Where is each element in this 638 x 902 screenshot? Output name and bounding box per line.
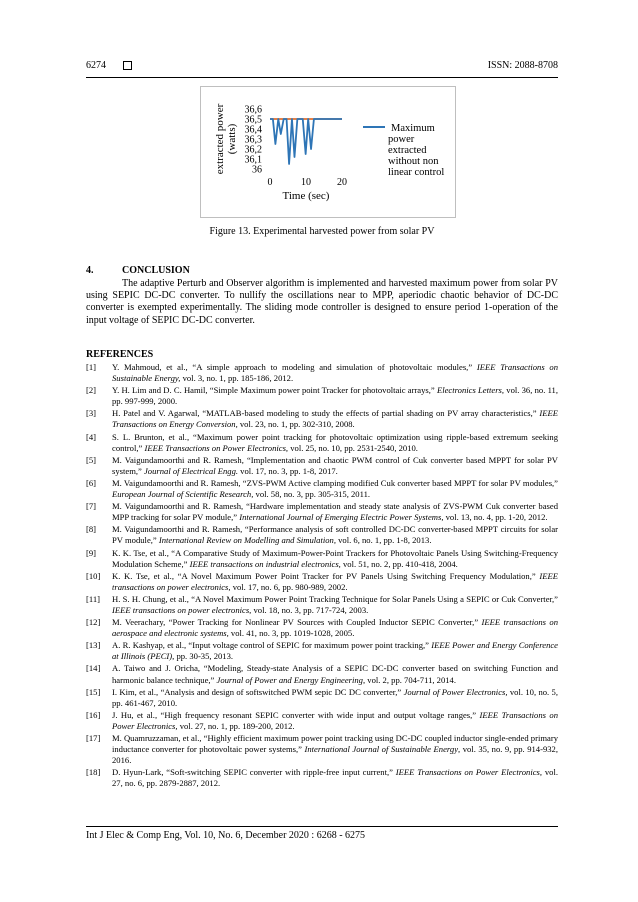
- reference-text: K. K. Tse, et al., “A Comparative Study of Maximum-Power-Point Trackers for Photovoltaic Panels Using Switching-Frequency Modulation Scheme,”: [112, 547, 558, 569]
- chart-legend: [363, 123, 444, 178]
- reference-item: [86, 478, 558, 500]
- reference-item: [86, 524, 558, 546]
- reference-item: [86, 362, 558, 384]
- reference-item: [86, 687, 558, 709]
- y-axis-label-line: (watts): [226, 123, 238, 155]
- reference-details: vol. 27, no. 1, pp. 189-200, 2012.: [177, 720, 295, 731]
- reference-item: [86, 710, 558, 732]
- y-tick-label: 36,5: [244, 114, 262, 126]
- reference-number: [10]: [86, 570, 101, 581]
- reference-item: [86, 571, 558, 593]
- header-divider: [86, 77, 558, 78]
- series-lines: [270, 119, 342, 164]
- x-tick-label: 10: [301, 177, 311, 188]
- footer-divider: [86, 826, 558, 827]
- reference-list: [86, 362, 558, 790]
- reference-item: [86, 408, 558, 430]
- reference-text: Y. H. Lim and D. C. Hamil, “Simple Maximum power point Tracker for photovoltaic arrays,”: [112, 385, 437, 396]
- reference-details: vol. 58, no. 3, pp. 305-315, 2011.: [253, 489, 371, 500]
- reference-number: [8]: [86, 524, 97, 535]
- reference-journal: IEEE Power and Energy Conference at Illinois (PECI): [112, 640, 558, 662]
- reference-text: K. K. Tse, et al., “A Novel Maximum Power Point Tracker for PV Panels Using Switching Frequency Modulation,”: [112, 570, 540, 581]
- reference-item: [86, 767, 558, 789]
- reference-item: [86, 594, 558, 616]
- section-title: CONCLUSION: [122, 265, 190, 276]
- reference-details: , vol. 18, no. 3, pp. 717-724, 2003.: [249, 604, 369, 615]
- reference-journal: International Journal of Emerging Electric Power Systems: [239, 512, 442, 523]
- section-heading: [86, 265, 190, 276]
- reference-item: [86, 548, 558, 570]
- y-tick-labels: [245, 105, 263, 176]
- reference-journal: IEEE Transactions on Sustainable Energy,: [112, 362, 559, 384]
- reference-text: M. Vaigundamoorthi and R. Ramesh, “ZVS-PWM Active clamping modified Cuk converter based MPPT for solar PV modules,”: [112, 477, 558, 488]
- reference-text: A. R. Kashyap, et al., “Input voltage control of SEPIC for maximum power point tracking,”: [112, 640, 432, 651]
- x-axis-label: Time (sec): [282, 190, 330, 202]
- reference-text: A. Taiwo and J. Oricha, “Modeling, Steady-state Analysis of a SEPIC DC-DC converter based on switching Function and harmonic balance technique,”: [112, 663, 558, 685]
- reference-details: vol. 27, no. 6, pp. 2879-2887, 2012.: [112, 767, 558, 789]
- reference-item: [86, 640, 558, 662]
- legend-label: power: [388, 134, 415, 145]
- reference-text: M. Vaigundamoorthi and R. Ramesh, “Hardware implementation and steady state analysis of ZVS-PWM Cuk converter based MPP tracking for solar PV module,”: [112, 501, 558, 523]
- reference-details: , vol. 35, no. 9, pp. 914-932, 2016.: [112, 744, 558, 766]
- reference-details: vol. 3, no. 1, pp. 185-186, 2012.: [180, 373, 294, 384]
- reference-item: [86, 663, 558, 685]
- reference-number: [2]: [86, 385, 97, 396]
- reference-number: [12]: [86, 617, 101, 628]
- reference-details: vol. 17, no. 3, pp. 1-8, 2017.: [238, 465, 338, 476]
- y-tick-label: 36,6: [244, 104, 262, 116]
- legend-label: without non: [388, 156, 439, 167]
- reference-text: M. Vaigundamoorthi and R. Ramesh, “Performance analysis of soft controlled DC-DC converter-based MPPT circuits for solar PV module,”: [112, 524, 558, 546]
- reference-number: [3]: [86, 408, 97, 419]
- reference-details: vol. 10, no. 5, pp. 461-467, 2010.: [112, 686, 559, 708]
- reference-text: J. Hu, et al., “High frequency resonant SEPIC converter with wide input and output voltage ranges,”: [112, 709, 480, 720]
- reference-item: [86, 432, 558, 454]
- reference-journal: IEEE transactions on power electronics: [112, 604, 250, 615]
- page-footer: Int J Elec & Comp Eng, Vol. 10, No. 6, December 2020 : 6268 - 6275: [86, 830, 366, 841]
- reference-item: [86, 617, 558, 639]
- reference-number: [1]: [86, 362, 97, 372]
- section-number: 4.: [86, 265, 94, 276]
- power-chart: [201, 87, 455, 217]
- reference-details: , vol. 2, pp. 704-711, 2014.: [362, 674, 457, 685]
- reference-item: [86, 385, 558, 407]
- reference-details: , vol. 13, no. 4, pp. 1-20, 2012.: [441, 512, 548, 523]
- reference-journal: IEEE transactions on power electronics: [112, 570, 558, 592]
- references-heading: REFERENCES: [86, 349, 154, 360]
- reference-item: [86, 501, 558, 523]
- reference-text: M. Veerachary, “Power Tracking for Nonlinear PV Sources with Coupled Inductor SEPIC Converter,”: [112, 617, 482, 628]
- reference-text: H. Patel and V. Agarwal, “MATLAB-based modeling to study the effects of partial shading on PV array characteristics,”: [112, 408, 540, 419]
- y-tick-label: 36,4: [244, 124, 262, 136]
- reference-details: vol. 41, no. 3, pp. 1019-1028, 2005.: [228, 628, 355, 639]
- reference-item: [86, 733, 558, 766]
- reference-number: [4]: [86, 431, 97, 442]
- issn: ISSN: 2088-8708: [487, 60, 558, 71]
- legend-label: Maximum: [391, 123, 435, 134]
- reference-number: [17]: [86, 733, 101, 743]
- reference-details: vol. 6, no. 1, pp. 1-8, 2013.: [335, 535, 432, 546]
- x-tick-labels: [268, 177, 348, 188]
- reference-number: [9]: [86, 547, 97, 558]
- y-axis-label: [214, 103, 238, 174]
- reference-journal: Journal of Power and Energy Engineering: [216, 674, 363, 685]
- reference-number: [7]: [86, 501, 97, 512]
- reference-text: I. Kim, et al., “Analysis and design of softswitched PWM sepic DC DC converter,”: [112, 686, 404, 697]
- y-tick-label: 36,1: [244, 154, 262, 166]
- reference-text: H. S. H. Chung, et al., “A Novel Maximum Power Point Tracking Technique for Solar Panels Using a SEPIC or Cuk Converter,”: [112, 593, 558, 604]
- reference-number: [14]: [86, 663, 101, 674]
- reference-journal: Journal of Electrical Engg.: [143, 465, 239, 476]
- reference-text: M. Vaigundamoorthi and R. Ramesh, “Implementation and chaotic PWM control of Cuk converter based MPPT for solar PV system,”: [112, 454, 558, 476]
- reference-text: Y. Mahmoud, et al., “A simple approach to modeling and simulation of photovoltaic modules,”: [112, 362, 477, 372]
- reference-text: S. L. Brunton, et al., “Maximum power point tracking for photovoltaic optimization using ripple-based extremum seeking control,”: [112, 431, 558, 453]
- reference-number: [18]: [86, 767, 101, 778]
- reference-journal: IEEE Transactions on Energy Conversion,: [112, 408, 558, 430]
- series-line: [270, 119, 342, 164]
- reference-number: [15]: [86, 686, 101, 697]
- x-tick-label: 20: [337, 177, 347, 188]
- y-tick-label: 36,2: [244, 144, 262, 156]
- reference-number: [13]: [86, 640, 101, 651]
- page-number: 6274: [86, 60, 106, 71]
- reference-details: vol. 51, no. 2, pp. 410-418, 2004.: [340, 558, 458, 569]
- reference-journal: Journal of Power Electronics,: [403, 686, 508, 697]
- reference-details: , pp. 30-35, 2013.: [172, 651, 234, 662]
- reference-journal: International Review on Modelling and Simulation,: [158, 535, 336, 546]
- page-header: [86, 60, 558, 74]
- reference-details: vol. 23, no. 1, pp. 302-310, 2008.: [237, 419, 355, 430]
- reference-item: [86, 455, 558, 477]
- reference-number: [11]: [86, 593, 100, 604]
- reference-details: vol. 25, no. 10, pp. 2531-2540, 2010.: [288, 442, 418, 453]
- figure-13: [200, 86, 456, 218]
- reference-details: , vol. 36, no. 11, pp. 997-999, 2000.: [112, 385, 558, 407]
- reference-journal: IEEE Transactions on Power Electronics,: [144, 442, 289, 453]
- reference-number: [5]: [86, 454, 97, 465]
- square-bullet-icon: [123, 61, 132, 70]
- reference-journal: Electronics Letters: [436, 385, 502, 396]
- y-tick-label: 36,3: [244, 134, 262, 146]
- reference-number: [16]: [86, 709, 101, 720]
- reference-number: [6]: [86, 477, 97, 488]
- reference-journal: IEEE Transactions on Power Electronics,: [395, 767, 543, 778]
- reference-journal: European Journal of Scientific Research,: [112, 489, 254, 500]
- x-tick-label: 0: [267, 177, 273, 188]
- legend-label: linear control: [388, 167, 445, 178]
- figure-caption: Figure 13. Experimental harvested power from solar PV: [209, 226, 435, 237]
- conclusion-paragraph: The adaptive Perturb and Observer algorithm is implemented and harvested maximum power from solar PV using SEPIC DC-DC converter. To nullify the oscillations near to MPP, aperiodic chaotic behavior of DC-DC converter is exempted experimentally. The sliding mode controller is designed to ensure period 1-operation of the input voltage of SEPIC DC-DC converter.: [86, 278, 558, 326]
- reference-journal: International Journal of Sustainable Energy: [304, 744, 459, 755]
- reference-text: D. Hyun-Lark, “Soft-switching SEPIC converter with ripple-free input current,”: [112, 767, 396, 778]
- y-tick-label: 36: [252, 164, 262, 176]
- legend-label: extracted: [388, 145, 427, 156]
- reference-text: M. Quamruzzaman, et al., “Highly efficient maximum power point tracking using DC-DC coupled inductor single-ended primary inductance converter for photovoltaic power systems,”: [112, 733, 558, 755]
- reference-journal: IEEE transactions on industrial electronics,: [189, 558, 341, 569]
- y-axis-label-line: extracted power: [214, 103, 226, 175]
- reference-journal: IEEE transactions on aerospace and electronic systems,: [112, 617, 558, 639]
- reference-journal: IEEE Transactions on Power Electronics,: [112, 709, 558, 731]
- reference-details: , vol. 17, no. 6, pp. 980-989, 2002.: [228, 581, 348, 592]
